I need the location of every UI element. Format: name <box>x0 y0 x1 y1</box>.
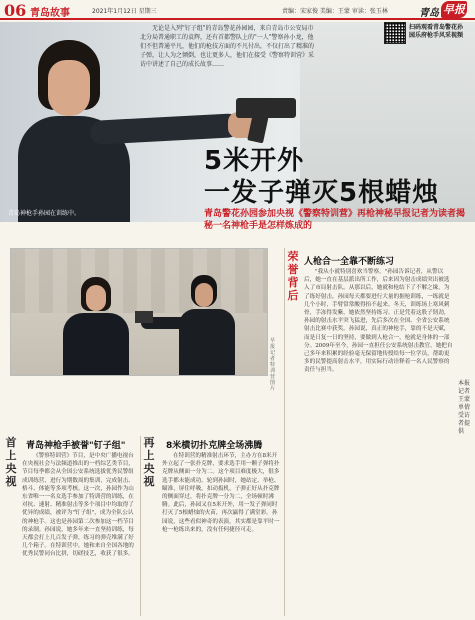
article3-body: "我从小就特别喜欢当警察。"孙园告诉记者，从警以后，她一直在基层派出所工作，后来因为射击成绩突出被选入了市局射击队。从那以后，她就和枪结下了不解之缘。为了练好射击，孙园每天都要进行大量的据枪训练，一练就是几个小时，手臂常常酸得抬不起来。冬天，训练场上寒风刺骨，手冻得发紫，她依然坚持练习。正是凭着这股子韧劲，孙园的射击水平突飞猛进，先后多次在全国、全省公安系统射击比赛中获奖。孙园说，真正的神枪手，靠的不是天赋，而是日复一日的坚持，要做到人枪合一，枪就是身体的一部分。2009年至今，孙园一直担任公安系统射击教官，她把自己多年来积累的经验毫无保留地传授给每一位学员，帮助更多的民警提高射击水平，用实际行动诠释着一名人民警察的责任与担当。 <box>304 269 453 374</box>
column-divider <box>140 436 141 616</box>
badge-honor: 荣誉背后 <box>287 250 299 302</box>
logo-mark: 早报 <box>443 3 465 16</box>
article1-title: 青岛神枪手被誉"钉子组" <box>26 441 126 451</box>
column-divider <box>284 248 285 616</box>
qr-label: 扫码观看青岛警花孙园乐府枪手风采视频 <box>409 24 464 39</box>
editor-credits: 责编：宋家俊 美编：王蒙 审读：张玉林 <box>282 8 388 15</box>
logo-text: 青岛 <box>419 8 439 19</box>
edge-byline: 本报记者 王蒙 单倩 受访者提供 <box>458 380 471 435</box>
page-number: 06 <box>4 1 27 20</box>
article1-body: 《警察特训营》节目，是中央广播电视台在央视社会与法频道推出的一档综艺类节目，节目每季都会从全国公安系统选拔优秀民警组成训练营，进行为期数周的集训，完成射击、格斗、体能等多项考核。这一次，孙园作为山东省唯一一名女选手参加了特训营的训练，在对抗、速射、精准射击等多个项目中均取得了优异的成绩，被评为"钉子组"，成为全队公认的神枪手。这也是孙园第二次参加这一档节目的录制。孙园说，她多年来一直坚持训练，每天都会打上几百发子弹，练习的弹壳堆满了好几个箱子。在特训营中，她和来自全国各地的优秀民警同台比拼，切磋技艺，收获了很多。 <box>22 453 134 558</box>
officer-figure <box>63 273 129 376</box>
newspaper-logo <box>419 1 469 18</box>
badge-second-cctv: 再上央视 <box>143 436 155 488</box>
article2-title: 8米横切扑克牌全场沸腾 <box>166 441 263 451</box>
issue-date: 2021年1月12日 星期三 <box>92 8 157 15</box>
training-photo <box>10 248 268 376</box>
badge-first-cctv: 首上央视 <box>5 436 17 488</box>
article3-title: 人枪合一全靠不断练习 <box>304 257 395 267</box>
headline-subtitle: 青岛警花孙园参加央视《警察特训营》再枪神秘早报记者为读者揭秘一名神枪手是怎样炼成的 <box>204 209 466 231</box>
qr-code[interactable] <box>384 22 406 44</box>
section-title: 青岛故事 <box>30 8 70 19</box>
article-intro: 无论是入列"钉子组"的青岛警花孙园园，来自青岛市公安局市北分局普通职工的袁辉，还有首都警队上的"一人"警察孙小龙，他们不但普通平凡，他们的枪技方面的不凡付出，不仅打出了精准的子弹，让人为之倾倒，也让更多人，他们在接受《警察特训营》采访中讲述了自己的成长故事…… <box>140 25 315 68</box>
photo-credit: 早报记者 特训营图片 <box>270 338 276 392</box>
page-header <box>0 0 475 20</box>
article2-body: 在特训营的精准射击环节，主办方在8米开外立起了一张扑克牌，要求选手用一颗子弹将扑克牌从侧面一分为二。这个项目难度极大，很多选手都未能成功。轮到孙园时，她站定、举枪、瞄准，屏住呼吸，扣动扳机，子弹正好从扑克牌的侧面穿过，将扑克牌一分为二，全场顿时沸腾。此后，孙园又在5米开外，用一发子弹同时打灭了5根蜡烛的火苗，再次赢得了满堂彩。孙园说，这些看似神奇的表演，其实都是靠平时一枪一枪练出来的，没有任何捷径可走。 <box>162 453 280 533</box>
headline-line1: 5米开外 <box>204 146 305 176</box>
pistol-icon <box>135 311 153 323</box>
hero-caption: 青岛神枪手孙园在训练中。 <box>8 210 81 217</box>
shooter-figure-2 <box>161 275 251 376</box>
headline-line2: 一发子弹灭5根蜡烛 <box>204 178 440 208</box>
